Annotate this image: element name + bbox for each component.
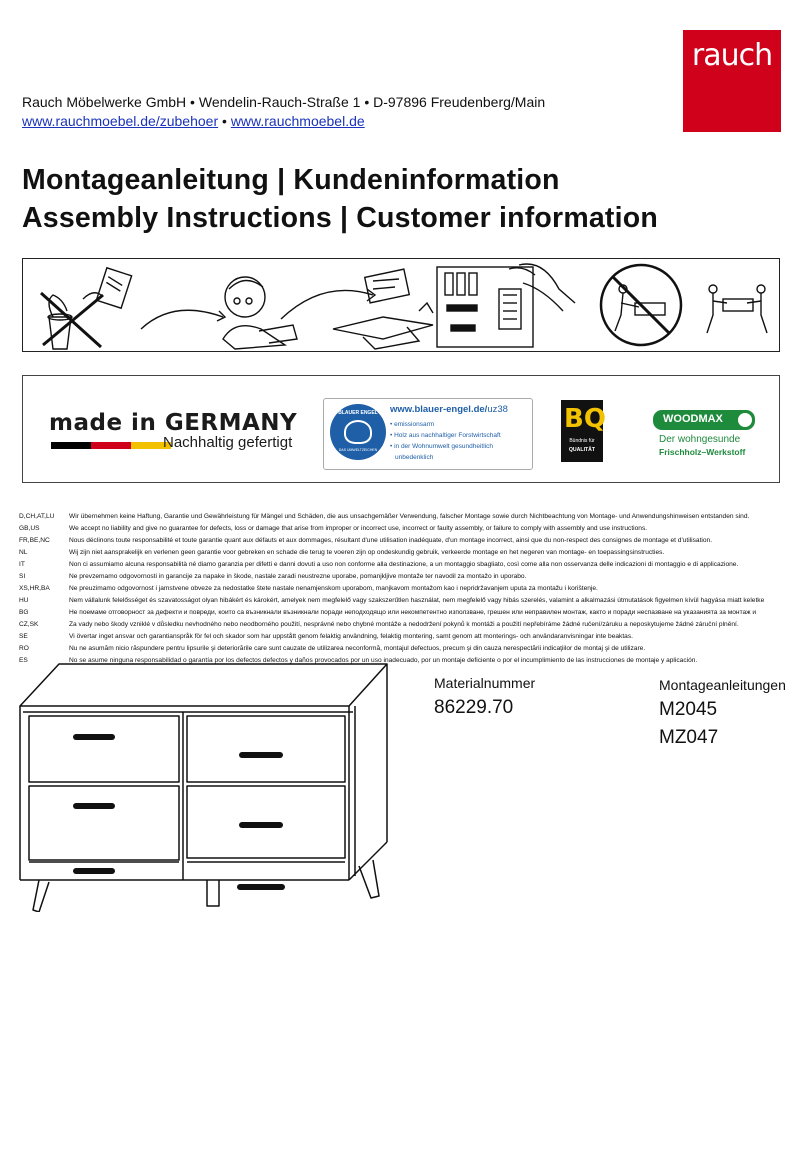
disclaimer-row <box>19 523 789 535</box>
pictogram-drawings <box>23 259 779 351</box>
flag-red <box>91 442 131 449</box>
company-address: Rauch Möbelwerke GmbH • Wendelin-Rauch-Straße 1 • D-97896 Freudenberg/Main <box>22 94 546 110</box>
link-zubehoer[interactable]: www.rauchmoebel.de/zubehoer <box>22 113 219 129</box>
disclaimer-text: Nu ne asumăm nicio răspundere pentru lipsurile şi deteriorările care sunt cauzate de utilizarea neconformă, montajul defectuos, precum şi din cauza nerespectării indicaţiilor de montaj şi de utilizare. <box>69 645 646 652</box>
disclaimer-country-codes: GB,US <box>19 525 40 532</box>
link-homepage[interactable]: www.rauchmoebel.de <box>230 113 365 129</box>
disclaimer-country-codes: SI <box>19 573 26 580</box>
rauch-logo <box>683 30 781 132</box>
title-english: Assembly Instructions | Customer information <box>22 202 658 234</box>
blauer-engel-seal-icon: BLAUER ENGEL DAS UMWELTZEICHEN <box>330 404 386 460</box>
arrow-icon <box>281 290 373 319</box>
disclaimer-row <box>19 619 789 631</box>
file-folder-icon <box>333 269 433 349</box>
disclaimer-country-codes: CZ,SK <box>19 621 39 628</box>
links-line <box>22 113 365 129</box>
disclaimer-row <box>19 631 789 643</box>
instruction-code-1: M2045 <box>659 699 718 720</box>
disclaimer-country-codes: RO <box>19 645 29 652</box>
disclaimer-row <box>19 535 789 547</box>
logo-text: rauch <box>691 38 773 73</box>
sustainable-text: Nachhaltig gefertigt <box>163 434 293 451</box>
disclaimer-text: Non ci assumiamo alcuna responsabilità né diamo garanzia per difetti e danni dovuti a uso non conforme alla destinazione, a un montaggio sbagliato, così come alla non osservanza delle indicazioni di montaggio e di applicazione. <box>69 561 739 568</box>
blauer-engel-box <box>323 398 533 470</box>
disclaimer-country-codes: NL <box>19 549 28 556</box>
angel-emblem-icon <box>344 420 372 444</box>
instruction-sheet-icon <box>437 264 575 347</box>
disclaimer-text: Wir übernehmen keine Haftung, Garantie und Gewährleistung für Mängel und Schäden, die aus unsachgemäßer Verwendung, falscher Montage sowie durch Nichtbeachtung von Montage- und Anwendungshinweisen entstanden sind. <box>69 513 750 520</box>
blauer-engel-url: www.blauer-engel.de/uz38 <box>390 404 508 415</box>
woodmax-dot-icon <box>738 413 752 427</box>
disclaimer-country-codes: D,CH,AT,LU <box>19 513 55 520</box>
person-reading-icon <box>223 277 297 349</box>
disclaimer-text: Nous déclinons toute responsabilité et toute garantie quant aux défauts et aux dommages, résultant d'une utilisation inadéquate, d'un montage incorrect, ainsi que du non-respect des consignes de montage et d'utilisation. <box>69 537 713 544</box>
disclaimer-text: Vi övertar inget ansvar och garantianspråk för fel och skador som har uppstått genom felaktig användning, felaktig montering, samt genom att monterings- och användaranvisningar inte beaktas. <box>69 633 633 640</box>
made-in-germany: made in GERMANY <box>49 410 298 436</box>
two-person-carry-ok-icon <box>707 285 767 333</box>
disclaimer-country-codes: HU <box>19 597 29 604</box>
disclaimer-country-codes: XS,HR,BA <box>19 585 50 592</box>
title-german: Montageanleitung | Kundeninformation <box>22 164 560 196</box>
flag-black <box>51 442 91 449</box>
woodmax-line2: Frischholz–Werkstoff <box>659 447 746 457</box>
disclaimer-row <box>19 595 789 607</box>
woodmax-badge: WOODMAX <box>653 410 755 430</box>
two-person-carry-icon <box>601 265 681 345</box>
instructions-label: Montageanleitungen <box>659 677 786 693</box>
disclaimer-text: Ne prevzemamo odgovornosti in garancije za napake in škode, nastale zaradi neustrezne uporabe, pomanjkljive montaže ter navodil za montažo in uporabo. <box>69 573 527 580</box>
disclaimer-country-codes: FR,BE,NC <box>19 537 50 544</box>
disclaimer-row <box>19 547 789 559</box>
disclaimer-row <box>19 583 789 595</box>
sideboard-illustration <box>15 662 415 912</box>
disclaimer-country-codes: SE <box>19 633 28 640</box>
disclaimer-country-codes: IT <box>19 561 25 568</box>
disclaimer-row <box>19 511 789 523</box>
blauer-engel-bullets: • emissionsarm • Holz aus nachhaltiger Forstwirtschaft • in der Wohnumwelt gesundheitlich unbedenklich <box>390 421 501 461</box>
do-not-discard-icon <box>41 268 132 349</box>
instruction-code-2: MZ047 <box>659 727 719 748</box>
disclaimer-row <box>19 607 789 619</box>
disclaimer-text: Wij zijn niet aansprakelijk en verlenen geen garantie voor gebreken en schade die terug te voeren zijn op ondeskundig gebruik, verkeerde montage en het negeren van montage- en toepassingsinstructies. <box>69 549 665 556</box>
link-separator: • <box>218 113 231 129</box>
certificate-strip <box>22 375 780 483</box>
disclaimer-row <box>19 571 789 583</box>
disclaimer-row <box>19 559 789 571</box>
disclaimer-text: Za vady nebo škody vzniklé v důsledku nevhodného nebo neodborného použití, nesprávné nebo chybné montáže a nedodržení pokynů k montáži a použití nepřebíráme žádné ručení/záruku a neposkytujeme žádné záruční plnění. <box>69 621 739 628</box>
disclaimer-country-codes: BG <box>19 609 29 616</box>
material-number: 86229.70 <box>434 697 514 718</box>
disclaimer-text: No se asume ninguna responsabilidad o garantía por los defectos defectos y daños provocados por un uso inadecuado, por un montaje deficiente o por el incumplimiento de las instrucciones de montaje y aplicación. <box>69 657 698 664</box>
disclaimer-text: Не поемаме отговорност за дефекти и повреди, които са възникнали възникнали поради неподходящо или некомпетентно използване, грешен или неправилен монтаж, както и поради неспазване на указанията за монтаж и <box>69 609 757 616</box>
disclaimer-text: We accept no liability and give no guarantee for defects, loss or damage that arise from improper or incorrect use, incorrect or faulty assembly, or failure to comply with assembly and use instructions. <box>69 525 648 532</box>
disclaimer-country-codes: ES <box>19 657 28 664</box>
bq-badge: BQ Bündnis für QUALITÄT <box>561 400 603 462</box>
woodmax-line1: Der wohngesunde <box>659 434 741 445</box>
material-label: Materialnummer <box>434 675 536 691</box>
disclaimer-text: Ne preuzimamo odgovornost i jamstvene obveze za nedostatke štete nastale nenamjenskom uporabom, manjkavom montažom kao i nepridržavanjem uputa za montažu i korištenje. <box>69 585 598 592</box>
instruction-pictograms <box>22 258 780 352</box>
disclaimer-text: Nem vállalunk felelősséget és szavatosságot olyan hibákért és károkért, amelyek nem megfelelő vagy szakszerűtlen használat, nem megfelelő vagy hibás szerelés, valamint a alkalmazási útmutatások figyelmen kívül hagyása miatt keletke <box>69 597 765 604</box>
disclaimer-row <box>19 643 789 655</box>
arrow-icon <box>141 310 223 329</box>
